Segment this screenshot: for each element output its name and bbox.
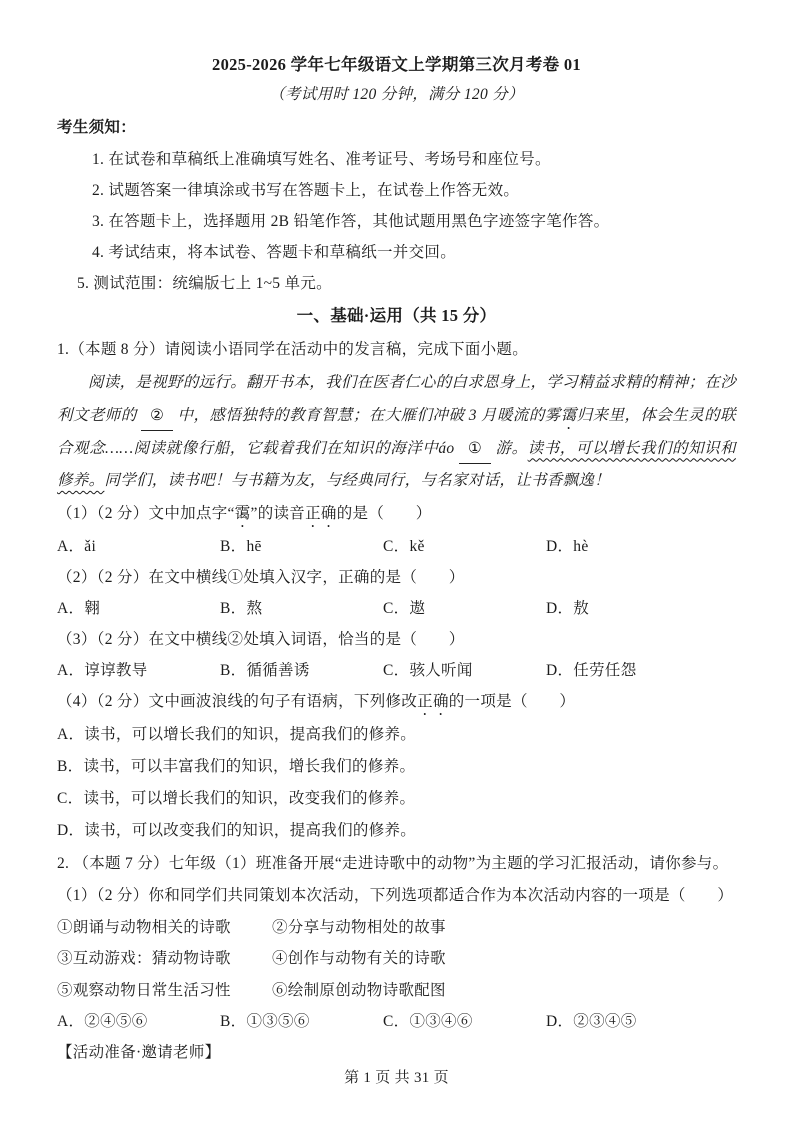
notice-heading: 考生须知：: [57, 119, 137, 136]
q1-passage: [57, 367, 736, 498]
notice-item-2: 2. 试题答案一律填涂或书写在答题卡上，在试卷上作答无效。: [92, 182, 520, 199]
option-cell: D．hè: [546, 537, 589, 555]
q2-activity-item-list: [57, 912, 736, 1007]
activity-item-1: ①朗诵与动物相关的诗歌: [57, 918, 231, 936]
q2-sub1-options: [57, 1006, 736, 1037]
activity-item-3: ③互动游戏：猜动物诗歌: [57, 950, 231, 968]
option-cell: C．kě: [383, 537, 425, 555]
option-cell: B．①③⑤⑥: [220, 1013, 310, 1031]
notice-item-3: 3. 在答题卡上，选择题用 2B 铅笔作答，其他试题用黑色字迹签字笔作答。: [92, 213, 610, 230]
passage-blank-2: ②: [141, 402, 173, 431]
stem-text: ”的读音: [250, 504, 306, 522]
page-subtitle: （考试用时 120 分钟，满分 120 分）: [269, 86, 524, 103]
option-cell: C．遨: [383, 599, 426, 617]
activity-section-label: 【活动准备·邀请老师】: [57, 1044, 221, 1062]
stem-emphasized-word: 正确: [417, 692, 449, 710]
stem-text: 的是（ ）: [336, 504, 432, 522]
q1-sub4-option-d: D．读书，可以改变我们的知识，提高我们的修养。: [57, 822, 417, 840]
option-cell: B．hē: [220, 537, 262, 555]
option-cell: A．②④⑤⑥: [57, 1013, 148, 1031]
q1-sub4-option-b: B．读书，可以丰富我们的知识，增长我们的修养。: [57, 757, 416, 775]
passage-text: 归来里，体会生灵的联合观念……阅读就像行船，它载着我们在知识的海洋中áo: [57, 406, 736, 457]
question-2-stem: 2. （本题 7 分）七年级（1）班准备开展“走进诗歌中的动物”为主题的学习汇报活动，请你参与。: [57, 854, 729, 872]
option-cell: D．敖: [546, 599, 590, 617]
q1-sub3-stem: （3）（2 分）在文中横线②处填入词语，恰当的是（ ）: [57, 630, 465, 648]
passage-text: 中，感悟独特的教育智慧；在大雁们冲破 3 月暖流的雾: [177, 406, 561, 424]
q2-sub1-stem: （1）（2 分）你和同学们共同策划本次活动，下列选项都适合作为本次活动内容的一项是（ ）: [57, 886, 734, 904]
passage-blank-1: ①: [459, 435, 491, 464]
notice-item-4: 4. 考试结束，将本试卷、答题卡和草稿纸一并交回。: [92, 244, 457, 261]
passage-text: 游。: [495, 439, 528, 457]
option-cell: A．ǎi: [57, 537, 97, 555]
activity-item-6: ⑥绘制原创动物诗歌配图: [272, 981, 446, 999]
page-footer: 第 1 页 共 31 页: [344, 1070, 449, 1086]
stem-emphasized-char: 霭: [234, 504, 251, 522]
page-title: 2025-2026 学年七年级语文上学期第三次月考卷 01: [212, 55, 581, 74]
option-cell: D．②③④⑤: [546, 1013, 637, 1031]
q1-sub1-stem: [57, 498, 736, 531]
option-cell: B．熬: [220, 599, 263, 617]
passage-text: 阅读，是视野的远行。翻开书本，我们在医者仁心的白求恩身上，学习精益求精的精神；在沙利文老师的: [57, 374, 736, 424]
stem-text: （1）（2 分）文中加点字“: [57, 504, 235, 522]
option-cell: A．谆谆教导: [57, 661, 148, 679]
passage-wavy-sentence: 读书，可以增长我们的知识和修养。: [57, 439, 736, 489]
q1-sub4-option-c: C．读书，可以增长我们的知识，改变我们的修养。: [57, 790, 416, 808]
q1-sub1-options: [57, 531, 736, 562]
q1-sub2-options: [57, 593, 736, 624]
stem-text: 的一项是（ ）: [448, 692, 576, 710]
option-cell: C．骇人听闻: [383, 661, 473, 679]
option-cell: D．任劳任怨: [546, 661, 637, 679]
stem-text: （4）（2 分）文中画波浪线的句子有语病，下列修改: [57, 692, 418, 710]
activity-item-2: ②分享与动物相处的故事: [272, 918, 446, 936]
question-1-stem: 1.（本题 8 分）请阅读小语同学在活动中的发言稿，完成下面小题。: [57, 341, 529, 358]
activity-item-4: ④创作与动物有关的诗歌: [272, 950, 446, 968]
notice-item-1: 1. 在试卷和草稿纸上准确填写姓名、准考证号、考场号和座位号。: [92, 151, 551, 168]
option-cell: C．①③④⑥: [383, 1013, 473, 1031]
q1-sub4-option-a: A．读书，可以增长我们的知识，提高我们的修养。: [57, 725, 417, 743]
option-cell: B．循循善诱: [220, 661, 310, 679]
passage-emphasized-char: 霭: [560, 406, 577, 424]
activity-item-5: ⑤观察动物日常生活习性: [57, 981, 231, 999]
passage-text: 同学们，读书吧！与书籍为友，与经典同行，与名家对话，让书香飘逸！: [104, 472, 611, 489]
q1-sub4-stem: [57, 686, 736, 719]
option-cell: A．翱: [57, 599, 101, 617]
section1-heading: 一、基础·运用（共 15 分）: [296, 306, 497, 325]
stem-emphasized-word: 正确: [305, 504, 337, 522]
notice-item-5: 5. 测试范围：统编版七上 1~5 单元。: [77, 275, 332, 292]
q1-sub2-stem: （2）（2 分）在文中横线①处填入汉字，正确的是（ ）: [57, 568, 465, 586]
q1-sub3-options: [57, 655, 736, 686]
